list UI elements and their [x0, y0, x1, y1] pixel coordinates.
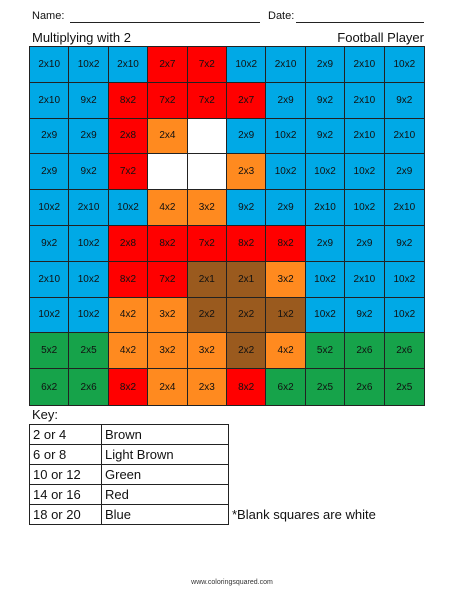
grid-cell[interactable]: 4x2: [148, 190, 187, 226]
grid-cell[interactable]: 2x7: [148, 47, 187, 83]
grid-cell[interactable]: 8x2: [109, 83, 148, 119]
date-label: Date:: [268, 10, 295, 22]
grid-cell[interactable]: 2x10: [30, 47, 69, 83]
grid-cell[interactable]: 10x2: [30, 298, 69, 334]
date-field-line[interactable]: [296, 22, 424, 23]
grid-cell[interactable]: 2x3: [188, 369, 227, 405]
grid-cell[interactable]: 7x2: [188, 226, 227, 262]
grid-cell[interactable]: 4x2: [109, 333, 148, 369]
grid-cell[interactable]: 8x2: [109, 262, 148, 298]
grid-cell[interactable]: 3x2: [188, 190, 227, 226]
grid-cell[interactable]: 2x10: [345, 119, 384, 155]
grid-cell[interactable]: 4x2: [109, 298, 148, 334]
key-color: Light Brown: [102, 445, 229, 465]
grid-cell[interactable]: 2x5: [385, 369, 424, 405]
grid-cell[interactable]: 9x2: [385, 226, 424, 262]
grid-cell[interactable]: 2x10: [30, 83, 69, 119]
grid-cell[interactable]: 2x9: [30, 119, 69, 155]
name-label: Name:: [32, 10, 65, 22]
grid-cell[interactable]: 9x2: [306, 119, 345, 155]
grid-cell[interactable]: 5x2: [30, 333, 69, 369]
grid-cell[interactable]: [148, 154, 187, 190]
grid-cell[interactable]: 7x2: [188, 47, 227, 83]
grid-cell[interactable]: 2x6: [385, 333, 424, 369]
grid-cell[interactable]: 1x2: [266, 298, 305, 334]
grid-cell[interactable]: 2x4: [148, 369, 187, 405]
grid-cell[interactable]: 3x2: [148, 333, 187, 369]
grid-cell[interactable]: 4x2: [266, 333, 305, 369]
grid-cell[interactable]: 6x2: [266, 369, 305, 405]
key-color: Blue: [102, 505, 229, 525]
color-key-table: [29, 424, 229, 525]
grid-cell[interactable]: 9x2: [345, 298, 384, 334]
grid-cell[interactable]: 10x2: [266, 154, 305, 190]
grid-cell[interactable]: 10x2: [69, 47, 108, 83]
key-values: 18 or 20: [30, 505, 102, 525]
grid-cell[interactable]: 2x7: [227, 83, 266, 119]
grid-cell[interactable]: 5x2: [306, 333, 345, 369]
grid-cell[interactable]: 2x6: [345, 333, 384, 369]
grid-cell[interactable]: 8x2: [227, 226, 266, 262]
name-field-line[interactable]: [70, 22, 260, 23]
grid-cell[interactable]: 2x6: [69, 369, 108, 405]
grid-cell[interactable]: 2x5: [69, 333, 108, 369]
grid-cell[interactable]: 2x10: [345, 47, 384, 83]
grid-cell[interactable]: 9x2: [30, 226, 69, 262]
picture-title: Football Player: [337, 30, 424, 45]
grid-cell[interactable]: 2x1: [227, 262, 266, 298]
grid-cell[interactable]: 7x2: [188, 83, 227, 119]
grid-cell[interactable]: 2x2: [227, 333, 266, 369]
grid-cell[interactable]: 2x9: [385, 154, 424, 190]
grid-cell[interactable]: 10x2: [385, 47, 424, 83]
key-row: [30, 505, 229, 525]
grid-cell[interactable]: 10x2: [385, 262, 424, 298]
grid-cell[interactable]: 2x2: [227, 298, 266, 334]
grid-cell[interactable]: 2x9: [306, 47, 345, 83]
grid-cell[interactable]: 10x2: [69, 226, 108, 262]
grid-cell[interactable]: 9x2: [69, 154, 108, 190]
key-label: Key:: [32, 407, 59, 422]
grid-cell[interactable]: 2x8: [109, 226, 148, 262]
key-row: [30, 425, 229, 445]
grid-cell[interactable]: 2x9: [30, 154, 69, 190]
grid-cell[interactable]: 7x2: [148, 83, 187, 119]
key-row: [30, 485, 229, 505]
grid-cell[interactable]: 2x10: [385, 119, 424, 155]
worksheet-title: Multiplying with 2: [32, 30, 131, 45]
grid-cell[interactable]: 2x10: [306, 190, 345, 226]
key-row: [30, 465, 229, 485]
key-color: Green: [102, 465, 229, 485]
grid-cell[interactable]: 2x9: [227, 119, 266, 155]
grid-cell[interactable]: 2x10: [109, 47, 148, 83]
grid-cell[interactable]: 3x2: [266, 262, 305, 298]
grid-cell[interactable]: 3x2: [188, 333, 227, 369]
grid-cell[interactable]: 2x10: [385, 190, 424, 226]
grid-cell[interactable]: 10x2: [227, 47, 266, 83]
grid-cell[interactable]: 2x9: [306, 226, 345, 262]
key-values: 6 or 8: [30, 445, 102, 465]
grid-cell[interactable]: 2x5: [306, 369, 345, 405]
grid-cell[interactable]: 2x8: [109, 119, 148, 155]
grid-cell[interactable]: 10x2: [69, 298, 108, 334]
grid-cell[interactable]: 2x4: [148, 119, 187, 155]
grid-cell[interactable]: 8x2: [148, 226, 187, 262]
grid-cell[interactable]: 8x2: [266, 226, 305, 262]
grid-cell[interactable]: 10x2: [345, 154, 384, 190]
grid-cell[interactable]: 9x2: [69, 83, 108, 119]
grid-cell[interactable]: 3x2: [148, 298, 187, 334]
grid-cell[interactable]: 10x2: [109, 190, 148, 226]
grid-cell[interactable]: 10x2: [306, 154, 345, 190]
color-by-number-grid: [29, 46, 425, 406]
grid-cell[interactable]: 2x10: [69, 190, 108, 226]
grid-cell[interactable]: 10x2: [306, 298, 345, 334]
grid-cell[interactable]: [188, 119, 227, 155]
key-values: 14 or 16: [30, 485, 102, 505]
key-color: Red: [102, 485, 229, 505]
grid-cell[interactable]: 10x2: [30, 190, 69, 226]
grid-cell[interactable]: 7x2: [109, 154, 148, 190]
key-values: 10 or 12: [30, 465, 102, 485]
key-row: [30, 445, 229, 465]
grid-cell[interactable]: 8x2: [109, 369, 148, 405]
grid-cell[interactable]: 2x10: [345, 83, 384, 119]
grid-cell[interactable]: 2x6: [345, 369, 384, 405]
grid-cell[interactable]: 2x2: [188, 298, 227, 334]
grid-cell[interactable]: 10x2: [266, 119, 305, 155]
grid-cell[interactable]: 2x9: [266, 190, 305, 226]
grid-cell[interactable]: 9x2: [227, 190, 266, 226]
grid-cell[interactable]: 2x10: [345, 262, 384, 298]
grid-cell[interactable]: 2x1: [188, 262, 227, 298]
site-footer: www.coloringsquared.com: [191, 579, 273, 586]
grid-cell[interactable]: 2x9: [69, 119, 108, 155]
grid-cell[interactable]: 2x10: [30, 262, 69, 298]
grid-cell[interactable]: 2x9: [345, 226, 384, 262]
grid-cell[interactable]: 9x2: [306, 83, 345, 119]
key-values: 2 or 4: [30, 425, 102, 445]
grid-cell[interactable]: 8x2: [227, 369, 266, 405]
grid-cell[interactable]: 2x3: [227, 154, 266, 190]
key-color: Brown: [102, 425, 229, 445]
grid-cell[interactable]: 2x10: [266, 47, 305, 83]
grid-cell[interactable]: [188, 154, 227, 190]
blank-squares-note: *Blank squares are white: [232, 507, 376, 522]
grid-cell[interactable]: 10x2: [306, 262, 345, 298]
grid-cell[interactable]: 10x2: [69, 262, 108, 298]
grid-cell[interactable]: 6x2: [30, 369, 69, 405]
grid-cell[interactable]: 2x9: [266, 83, 305, 119]
grid-cell[interactable]: 10x2: [345, 190, 384, 226]
grid-cell[interactable]: 9x2: [385, 83, 424, 119]
grid-cell[interactable]: 7x2: [148, 262, 187, 298]
grid-cell[interactable]: 10x2: [385, 298, 424, 334]
